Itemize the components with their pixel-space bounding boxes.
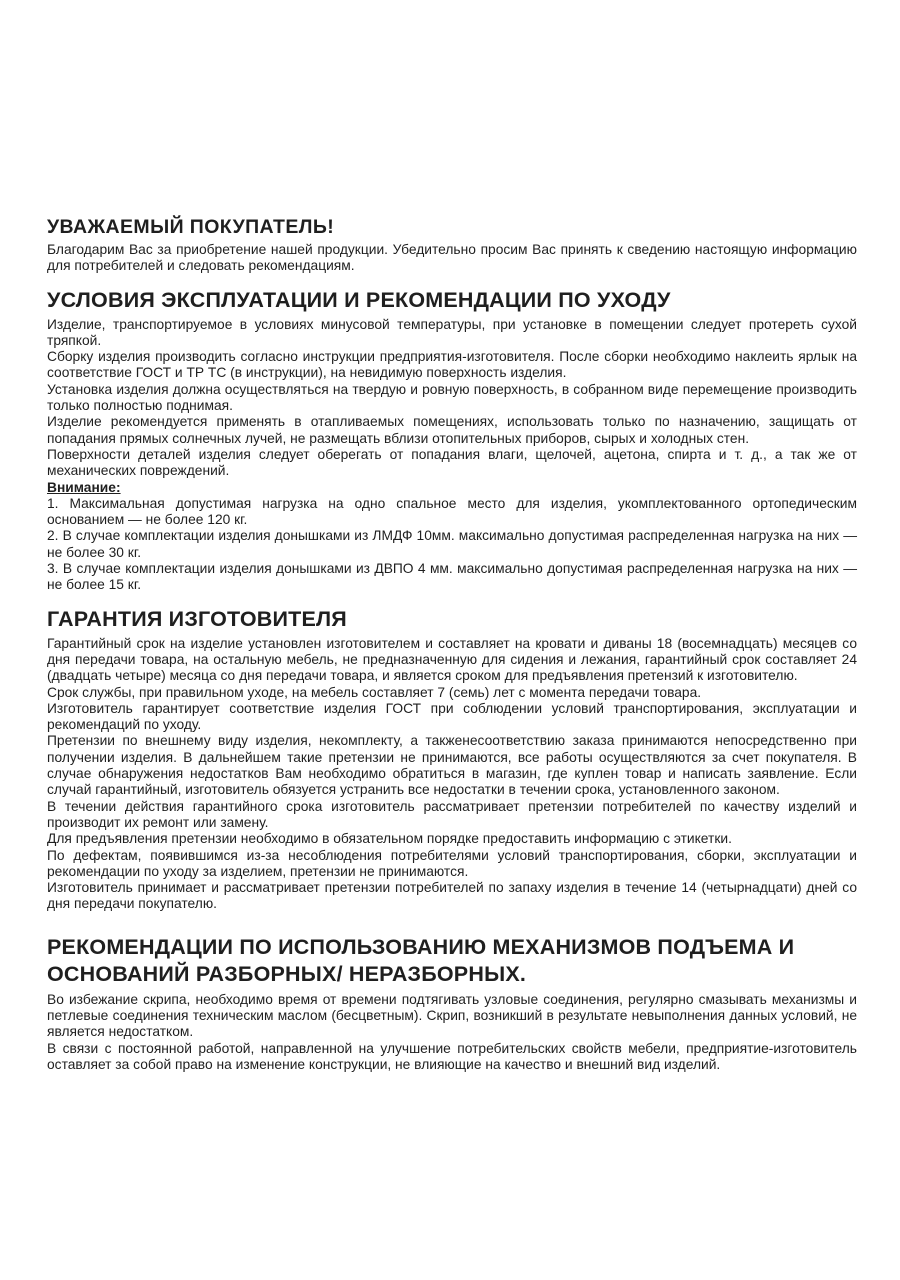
warranty-paragraph: Претензии по внешнему виду изделия, некомплекту, а такженесоответствию заказа принимаются непосредственно при получении изделия. В дальнейшем такие претензии не принимаются, все работы осуществляются за счет покупателя. В случае обнаружения недостатков Вам необходимо обратиться в магазин, где куплен товар и написать заявление. Если случай гарантийный, изготовитель обязуется устранить все недостатки в течении срока, установленного законом.	[47, 733, 857, 798]
care-conditions-heading: УСЛОВИЯ ЭКСПЛУАТАЦИИ И РЕКОМЕНДАЦИИ ПО УХОДУ	[47, 287, 671, 312]
care-paragraph: Изделие рекомендуется применять в отапливаемых помещениях, использовать только по назначению, защищать от попадания прямых солнечных лучей, не размещать вблизи отопительных приборов, сырых и холодных стен.	[47, 414, 857, 446]
warranty-heading: ГАРАНТИЯ ИЗГОТОВИТЕЛЯ	[47, 606, 347, 631]
attention-item: 1. Максимальная допустимая нагрузка на одно спальное место для изделия, укомплектованного ортопедическим основанием — не более 120 кг.	[47, 495, 857, 528]
warranty-paragraph: В течении действия гарантийного срока изготовитель рассматривает претензии потребителей по качеству изделий и производит их ремонт или замену.	[47, 798, 857, 830]
attention-item: 2. В случае комплектации изделия донышками из ЛМДФ 10мм. максимально допустимая распределенная нагрузка на них — не более 30 кг.	[47, 528, 857, 560]
section-mechanisms	[47, 934, 857, 1073]
section-care-conditions	[47, 288, 857, 594]
care-paragraph: Изделие, транспортируемое в условиях минусовой температуры, при установке в помещении следует протереть сухой тряпкой.	[47, 316, 857, 348]
greeting-paragraph: Благодарим Вас за приобретение нашей продукции. Убедительно просим Вас принять к сведению настоящую информацию для потребителей и следовать рекомендациям.	[47, 242, 857, 274]
mechanisms-paragraph: Во избежание скрипа, необходимо время от времени подтягивать узловые соединения, регулярно смазывать механизмы и петлевые соединения техническим маслом (бесцветным). Скрип, возникший в результате невыполнения данных условий, не является недостатком.	[47, 991, 857, 1040]
care-paragraph: Сборку изделия производить согласно инструкции предприятия-изготовителя. После сборки необходимо наклеить ярлык на соответствие ГОСТ и ТР ТС (в инструкции), на невидимую поверхность изделия.	[47, 349, 857, 381]
mechanisms-paragraph: В связи с постоянной работой, направленной на улучшение потребительских свойств мебели, предприятие-изготовитель оставляет за собой право на изменение конструкции, не влияющие на качество и внешний вид изделий.	[47, 1040, 857, 1072]
warranty-paragraph: Срок службы, при правильном уходе, на мебель составляет 7 (семь) лет с момента передачи товара.	[47, 684, 702, 700]
warranty-paragraph: Изготовитель гарантирует соответствие изделия ГОСТ при соблюдении условий транспортирования, эксплуатации и рекомендаций по уходу.	[47, 700, 857, 733]
care-paragraph: Поверхности деталей изделия следует оберегать от попадания влаги, щелочей, ацетона, спирта и т. д., а так же от механических повреждений.	[47, 446, 857, 479]
attention-label: Внимание:	[47, 479, 121, 495]
care-paragraph: Установка изделия должна осуществляться на твердую и ровную поверхность, в собранном виде перемещение производить только полностью поднимая.	[47, 381, 857, 414]
attention-item: 3. В случае комплектации изделия донышками из ДВПО 4 мм. максимально допустимая распределенная нагрузка на них — не более 15 кг.	[47, 561, 857, 593]
warranty-paragraph: Для предъявления претензии необходимо в обязательном порядке предоставить информацию с этикетки.	[47, 831, 732, 847]
warranty-paragraph: По дефектам, появившимся из-за несоблюдения потребителями условий транспортирования, сборки, эксплуатации и рекомендации по уходу за изделием, претензии не принимаются.	[47, 847, 857, 879]
section-warranty	[47, 607, 857, 913]
warranty-paragraph: Гарантийный срок на изделие установлен изготовителем и составляет на кровати и диваны 18 (восемнадцать) месяцев со дня передачи товара, на остальную мебель, не предназначенную для сидения и лежания, гарантийный срок составляет 24 (двадцать четыре) месяца со дня передачи товара, и является сроком для предъявления претензий к изготовителю.	[47, 635, 857, 684]
mechanisms-heading: РЕКОМЕНДАЦИИ ПО ИСПОЛЬЗОВАНИЮ МЕХАНИЗМОВ ПОДЪЕМА И ОСНОВАНИЙ РАЗБОРНЫХ/ НЕРАЗБОРНЫХ.	[47, 934, 795, 986]
warranty-paragraph: Изготовитель принимает и рассматривает претензии потребителей по запаху изделия в течение 14 (четырнадцати) дней со дня передачи покупателю.	[47, 880, 857, 912]
section-greeting	[47, 216, 857, 275]
greeting-heading: УВАЖАЕМЫЙ ПОКУПАТЕЛЬ!	[47, 216, 335, 238]
